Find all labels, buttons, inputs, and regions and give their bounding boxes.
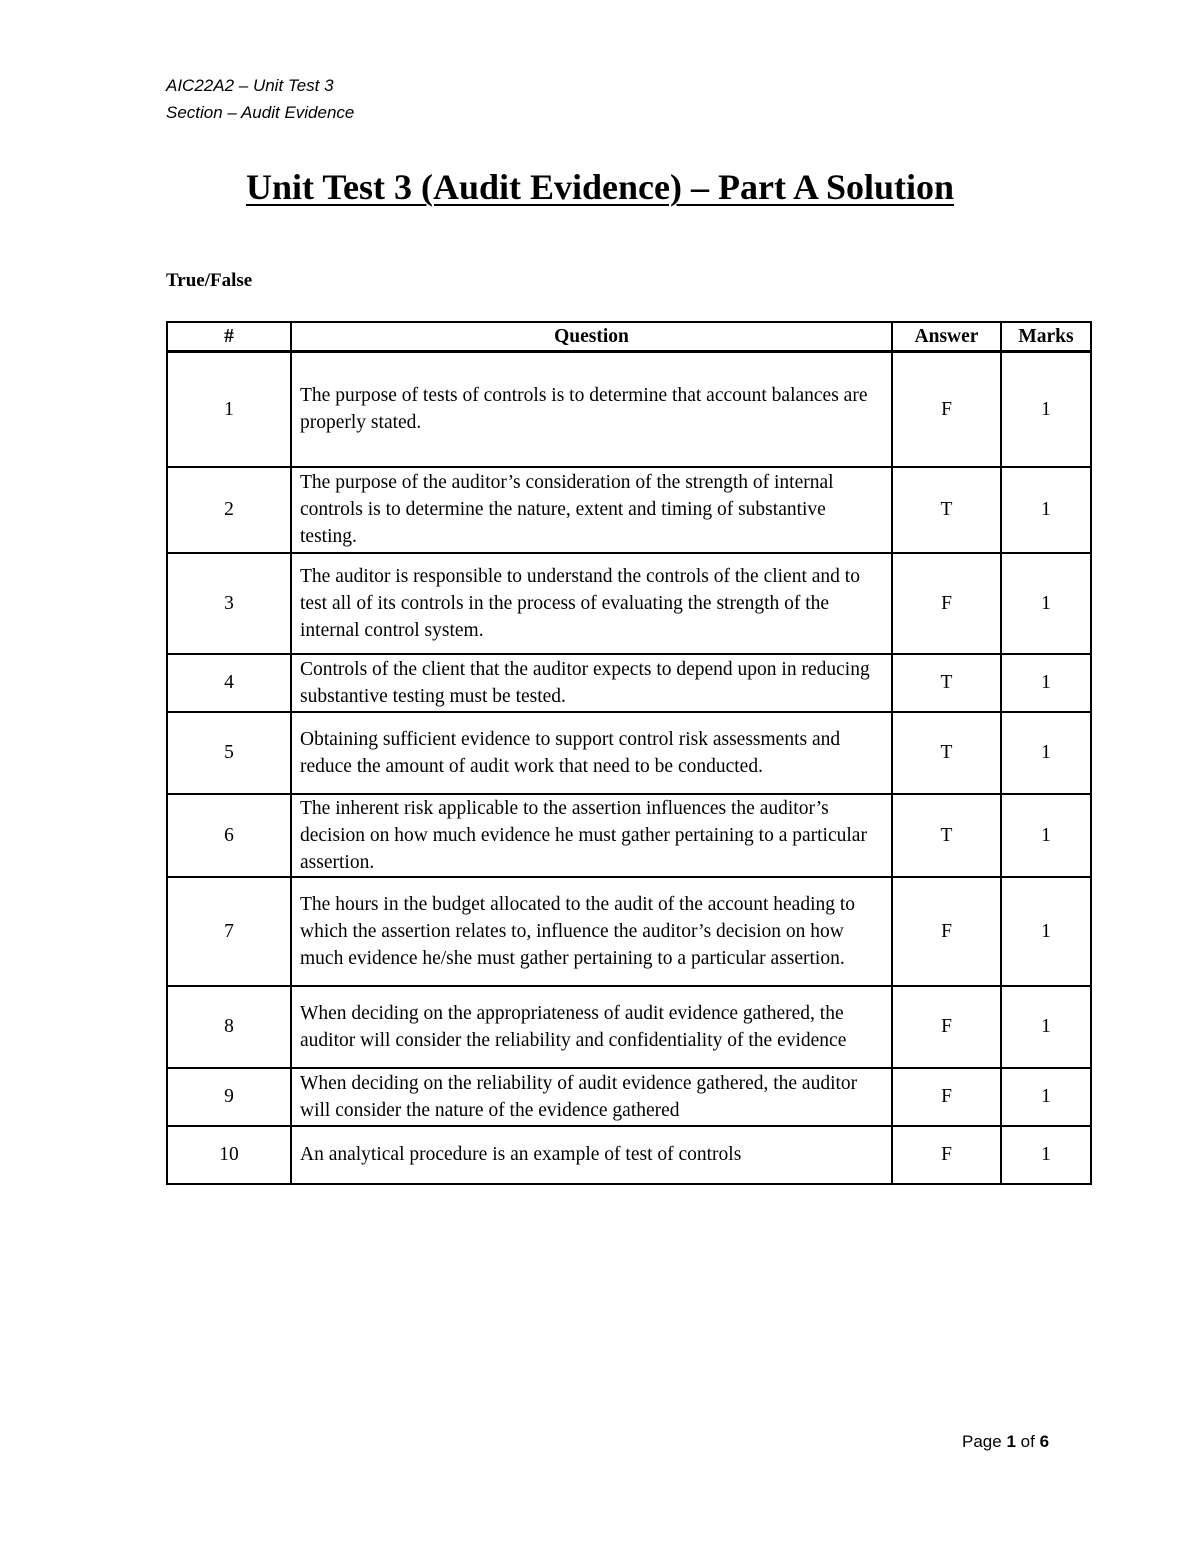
row-number: 6 bbox=[167, 794, 291, 877]
row-answer: F bbox=[892, 1126, 1001, 1184]
table-row bbox=[167, 467, 1091, 553]
table-row bbox=[167, 654, 1091, 712]
row-marks: 1 bbox=[1001, 986, 1091, 1068]
row-marks: 1 bbox=[1001, 553, 1091, 654]
row-answer: F bbox=[892, 986, 1001, 1068]
row-question: When deciding on the appropriateness of audit evidence gathered, the auditor will consider the reliability and confidentiality of the evidence bbox=[291, 986, 892, 1068]
row-number: 2 bbox=[167, 467, 291, 553]
row-question: The inherent risk applicable to the assertion influences the auditor’s decision on how much evidence he must gather pertaining to a particular assertion. bbox=[291, 794, 892, 877]
row-answer: F bbox=[892, 1068, 1001, 1126]
column-header-answer: Answer bbox=[892, 322, 1001, 352]
row-question: When deciding on the reliability of audit evidence gathered, the auditor will consider the nature of the evidence gathered bbox=[291, 1068, 892, 1126]
row-number: 10 bbox=[167, 1126, 291, 1184]
row-marks: 1 bbox=[1001, 1126, 1091, 1184]
table-header-row bbox=[167, 322, 1091, 352]
header-section: Section – Audit Evidence bbox=[166, 103, 355, 122]
footer-of-word: of bbox=[1020, 1432, 1035, 1451]
row-marks: 1 bbox=[1001, 654, 1091, 712]
row-marks: 1 bbox=[1001, 1068, 1091, 1126]
true-false-table bbox=[166, 321, 1092, 1185]
row-question: The purpose of tests of controls is to determine that account balances are properly stated. bbox=[291, 352, 892, 467]
page-title: Unit Test 3 (Audit Evidence) – Part A Solution bbox=[245, 167, 955, 207]
row-answer: F bbox=[892, 877, 1001, 986]
document-header bbox=[166, 72, 354, 126]
footer-page-current: 1 bbox=[1006, 1432, 1016, 1451]
row-answer: F bbox=[892, 553, 1001, 654]
row-number: 1 bbox=[167, 352, 291, 467]
table-row bbox=[167, 986, 1091, 1068]
row-number: 5 bbox=[167, 712, 291, 794]
table-row bbox=[167, 553, 1091, 654]
row-answer: T bbox=[892, 654, 1001, 712]
row-answer: F bbox=[892, 352, 1001, 467]
row-answer: T bbox=[892, 712, 1001, 794]
table-row bbox=[167, 794, 1091, 877]
row-number: 8 bbox=[167, 986, 291, 1068]
row-number: 3 bbox=[167, 553, 291, 654]
footer-page-word: Page bbox=[962, 1432, 1002, 1451]
table-row bbox=[167, 877, 1091, 986]
header-course: AIC22A2 – Unit Test 3 bbox=[166, 76, 334, 95]
row-answer: T bbox=[892, 467, 1001, 553]
row-answer: T bbox=[892, 794, 1001, 877]
page-footer bbox=[962, 1432, 1049, 1452]
column-header-number: # bbox=[167, 322, 291, 352]
section-subtitle: True/False bbox=[166, 270, 253, 291]
column-header-marks: Marks bbox=[1001, 322, 1091, 352]
row-question: The hours in the budget allocated to the audit of the account heading to which the assertion relates to, influence the auditor’s decision on how much evidence he/she must gather pertaining to a particular assertion. bbox=[291, 877, 892, 986]
table-row bbox=[167, 712, 1091, 794]
row-number: 9 bbox=[167, 1068, 291, 1126]
row-marks: 1 bbox=[1001, 712, 1091, 794]
footer-page-total: 6 bbox=[1039, 1432, 1050, 1451]
row-question: An analytical procedure is an example of test of controls bbox=[291, 1126, 892, 1184]
row-marks: 1 bbox=[1001, 877, 1091, 986]
row-marks: 1 bbox=[1001, 794, 1091, 877]
column-header-question: Question bbox=[291, 322, 892, 352]
table-row bbox=[167, 1126, 1091, 1184]
row-number: 4 bbox=[167, 654, 291, 712]
table-row bbox=[167, 352, 1091, 467]
row-number: 7 bbox=[167, 877, 291, 986]
row-marks: 1 bbox=[1001, 352, 1091, 467]
row-question: The purpose of the auditor’s consideration of the strength of internal controls is to determine the nature, extent and timing of substantive testing. bbox=[291, 467, 892, 553]
row-question: The auditor is responsible to understand the controls of the client and to test all of its controls in the process of evaluating the strength of the internal control system. bbox=[291, 553, 892, 654]
table-row bbox=[167, 1068, 1091, 1126]
row-marks: 1 bbox=[1001, 467, 1091, 553]
row-question: Obtaining sufficient evidence to support control risk assessments and reduce the amount of audit work that need to be conducted. bbox=[291, 712, 892, 794]
row-question: Controls of the client that the auditor expects to depend upon in reducing substantive testing must be tested. bbox=[291, 654, 892, 712]
